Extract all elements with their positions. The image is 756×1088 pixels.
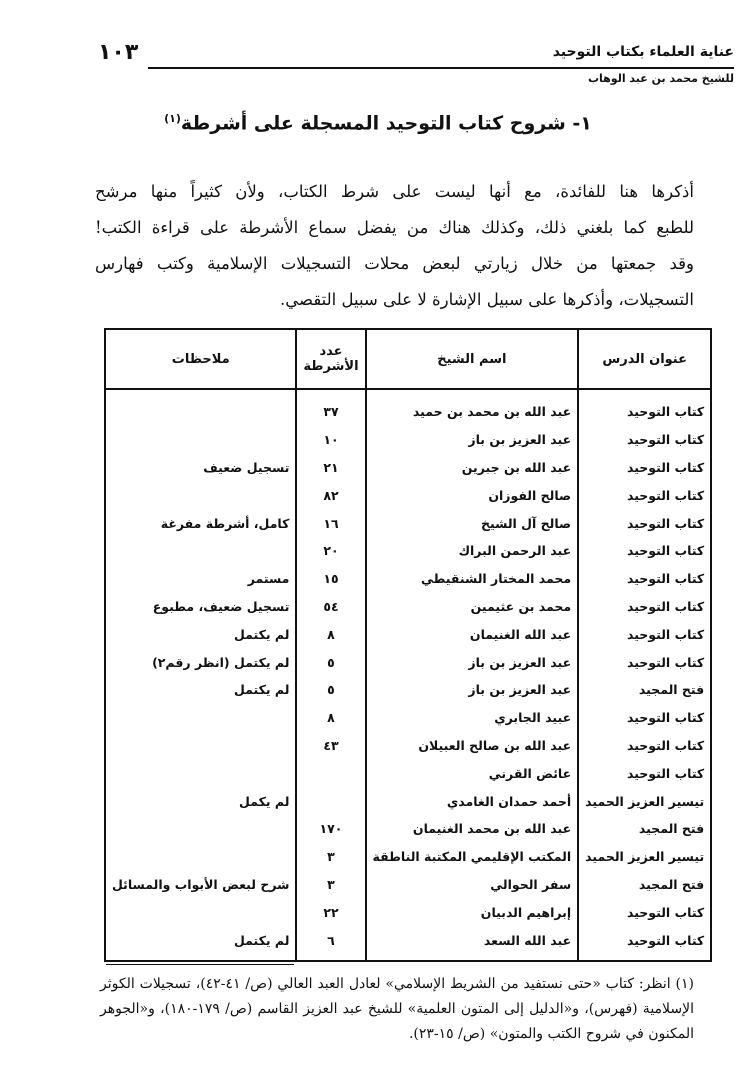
- table-row: [105, 620, 711, 648]
- cell-sheikh-name: إبراهيم الدبيان: [366, 898, 579, 926]
- table-row: [105, 843, 711, 871]
- cell-notes: لم يكتمل: [105, 620, 296, 648]
- cell-sheikh-name: عبيد الجابري: [366, 704, 579, 732]
- header-tape-count: عدد الأشرطة: [296, 329, 365, 389]
- cell-lesson-title: كتاب التوحيد: [578, 648, 711, 676]
- table-row: [105, 648, 711, 676]
- table-header-row: [105, 329, 711, 389]
- cell-tape-count: ٣: [296, 843, 365, 871]
- cell-notes: [105, 815, 296, 843]
- section-title: [0, 112, 756, 134]
- table-row: [105, 389, 711, 426]
- running-header-subtitle: للشيخ محمد بن عبد الوهاب: [587, 72, 734, 85]
- cell-tape-count: ٢١: [296, 454, 365, 482]
- cell-notes: كامل، أشرطة مفرغة: [105, 509, 296, 537]
- header-rule: [148, 67, 734, 69]
- header-sheikh-name: اسم الشيخ: [366, 329, 579, 389]
- cell-tape-count: ٢٢: [296, 898, 365, 926]
- footnote-rule: [106, 964, 294, 965]
- table-row: [105, 454, 711, 482]
- cell-notes: [105, 481, 296, 509]
- cell-lesson-title: كتاب التوحيد: [578, 704, 711, 732]
- cell-lesson-title: فتح المجيد: [578, 815, 711, 843]
- cell-sheikh-name: عبد العزيز بن باز: [366, 676, 579, 704]
- intro-line: للطبع كما بلغني ذلك، وكذلك هناك من يفضل سماع الأشرطة على قراءة الكتب!: [95, 218, 694, 237]
- table-row: [105, 676, 711, 704]
- running-header-title: عناية العلماء بكتاب التوحيد: [552, 44, 734, 60]
- intro-line: التسجيلات، وأذكرها على سبيل الإشارة لا على سبيل التقصي.: [280, 290, 694, 309]
- cell-sheikh-name: سفر الحوالي: [366, 871, 579, 899]
- cell-sheikh-name: صالح الفوزان: [366, 481, 579, 509]
- cell-notes: [105, 389, 296, 426]
- cell-notes: مستمر: [105, 565, 296, 593]
- cell-notes: لم يكتمل: [105, 676, 296, 704]
- table-row: [105, 593, 711, 621]
- cell-sheikh-name: محمد المختار الشنقيطي: [366, 565, 579, 593]
- table-row: [105, 759, 711, 787]
- cell-lesson-title: كتاب التوحيد: [578, 620, 711, 648]
- cell-tape-count: [296, 787, 365, 815]
- cell-notes: [105, 537, 296, 565]
- table-row: [105, 787, 711, 815]
- cell-lesson-title: كتاب التوحيد: [578, 426, 711, 454]
- cell-sheikh-name: عبد الله السعد: [366, 926, 579, 961]
- table-row: [105, 537, 711, 565]
- cell-lesson-title: كتاب التوحيد: [578, 389, 711, 426]
- cell-notes: شرح لبعض الأبواب والمسائل: [105, 871, 296, 899]
- header-notes: ملاحظات: [105, 329, 296, 389]
- cell-sheikh-name: عبد الرحمن البراك: [366, 537, 579, 565]
- table-row: [105, 898, 711, 926]
- table-row: [105, 426, 711, 454]
- recordings-table: [104, 328, 712, 962]
- cell-notes: لم يكمل: [105, 787, 296, 815]
- cell-sheikh-name: عائض القرني: [366, 759, 579, 787]
- cell-notes: [105, 843, 296, 871]
- cell-sheikh-name: عبد العزيز بن باز: [366, 648, 579, 676]
- table-row: [105, 815, 711, 843]
- cell-lesson-title: فتح المجيد: [578, 871, 711, 899]
- cell-notes: لم يكتمل (انظر رقم٢): [105, 648, 296, 676]
- intro-line: وقد جمعتها من خلال زيارتي لبعض محلات التسجيلات الإسلامية وكتب فهارس: [95, 254, 694, 273]
- cell-tape-count: ٥: [296, 648, 365, 676]
- cell-tape-count: ١٠: [296, 426, 365, 454]
- cell-tape-count: ٤٣: [296, 732, 365, 760]
- cell-notes: [105, 898, 296, 926]
- table-row: [105, 509, 711, 537]
- cell-lesson-title: تيسير العزيز الحميد: [578, 843, 711, 871]
- cell-tape-count: ٥: [296, 676, 365, 704]
- cell-tape-count: ٨: [296, 620, 365, 648]
- cell-tape-count: ١٦: [296, 509, 365, 537]
- cell-lesson-title: كتاب التوحيد: [578, 732, 711, 760]
- cell-lesson-title: كتاب التوحيد: [578, 926, 711, 961]
- cell-tape-count: ٦: [296, 926, 365, 961]
- table-row: [105, 565, 711, 593]
- cell-tape-count: ٢٠: [296, 537, 365, 565]
- cell-lesson-title: كتاب التوحيد: [578, 898, 711, 926]
- intro-line: أذكرها هنا للفائدة، مع أنها ليست على شرط الكتاب، ولأن كثيراً منها مرشح: [95, 182, 694, 201]
- footnote-marker: (١): [164, 112, 181, 125]
- table-body: [105, 389, 711, 961]
- cell-lesson-title: فتح المجيد: [578, 676, 711, 704]
- cell-lesson-title: كتاب التوحيد: [578, 565, 711, 593]
- cell-notes: [105, 426, 296, 454]
- cell-lesson-title: كتاب التوحيد: [578, 509, 711, 537]
- table-row: [105, 704, 711, 732]
- cell-tape-count: [296, 759, 365, 787]
- cell-notes: [105, 704, 296, 732]
- cell-tape-count: ٨: [296, 704, 365, 732]
- cell-sheikh-name: عبد الله بن جبرين: [366, 454, 579, 482]
- cell-sheikh-name: محمد بن عثيمين: [366, 593, 579, 621]
- cell-sheikh-name: أحمد حمدان الغامدي: [366, 787, 579, 815]
- cell-notes: تسجيل ضعيف، مطبوع: [105, 593, 296, 621]
- cell-notes: لم يكتمل: [105, 926, 296, 961]
- cell-tape-count: ١٥: [296, 565, 365, 593]
- footnote: (١) انظر: كتاب «حتى نستفيد من الشريط الإسلامي» لعادل العبد العالي (ص/ ٤١-٤٢)، تسجيلات الكوثر الإسلامية (فهرس)، و«الدليل إلى المتون العلمية» للشيخ عبد العزيز القاسم (ص/ ١٧٩-١٨٠)، و«الجوهر المكنون في شروح الكتب والمتون» (ص/ ١٥-٢٣).: [100, 976, 694, 1042]
- cell-sheikh-name: عبد الله بن صالح العبيلان: [366, 732, 579, 760]
- cell-sheikh-name: عبد الله الغنيمان: [366, 620, 579, 648]
- cell-notes: تسجيل ضعيف: [105, 454, 296, 482]
- table-row: [105, 481, 711, 509]
- cell-tape-count: ٣٧: [296, 389, 365, 426]
- cell-notes: [105, 759, 296, 787]
- header-lesson-title: عنوان الدرس: [578, 329, 711, 389]
- cell-sheikh-name: عبد الله بن محمد الغنيمان: [366, 815, 579, 843]
- table-row: [105, 732, 711, 760]
- cell-lesson-title: كتاب التوحيد: [578, 481, 711, 509]
- cell-tape-count: ٣: [296, 871, 365, 899]
- cell-tape-count: ٨٢: [296, 481, 365, 509]
- cell-sheikh-name: عبد العزيز بن باز: [366, 426, 579, 454]
- cell-sheikh-name: صالح آل الشيخ: [366, 509, 579, 537]
- cell-lesson-title: كتاب التوحيد: [578, 454, 711, 482]
- cell-sheikh-name: عبد الله بن محمد بن حميد: [366, 389, 579, 426]
- cell-notes: [105, 732, 296, 760]
- intro-paragraph: [95, 174, 694, 318]
- table-row: [105, 926, 711, 961]
- table-row: [105, 871, 711, 899]
- cell-tape-count: ٥٤: [296, 593, 365, 621]
- cell-lesson-title: كتاب التوحيد: [578, 759, 711, 787]
- section-title-text: ١- شروح كتاب التوحيد المسجلة على أشرطة: [180, 112, 592, 135]
- cell-lesson-title: تيسير العزيز الحميد: [578, 787, 711, 815]
- cell-sheikh-name: المكتب الإقليمي المكتبة الناطقة: [366, 843, 579, 871]
- cell-lesson-title: كتاب التوحيد: [578, 537, 711, 565]
- cell-lesson-title: كتاب التوحيد: [578, 593, 711, 621]
- cell-tape-count: ١٧٠: [296, 815, 365, 843]
- page-number: ١٠٣: [98, 40, 139, 65]
